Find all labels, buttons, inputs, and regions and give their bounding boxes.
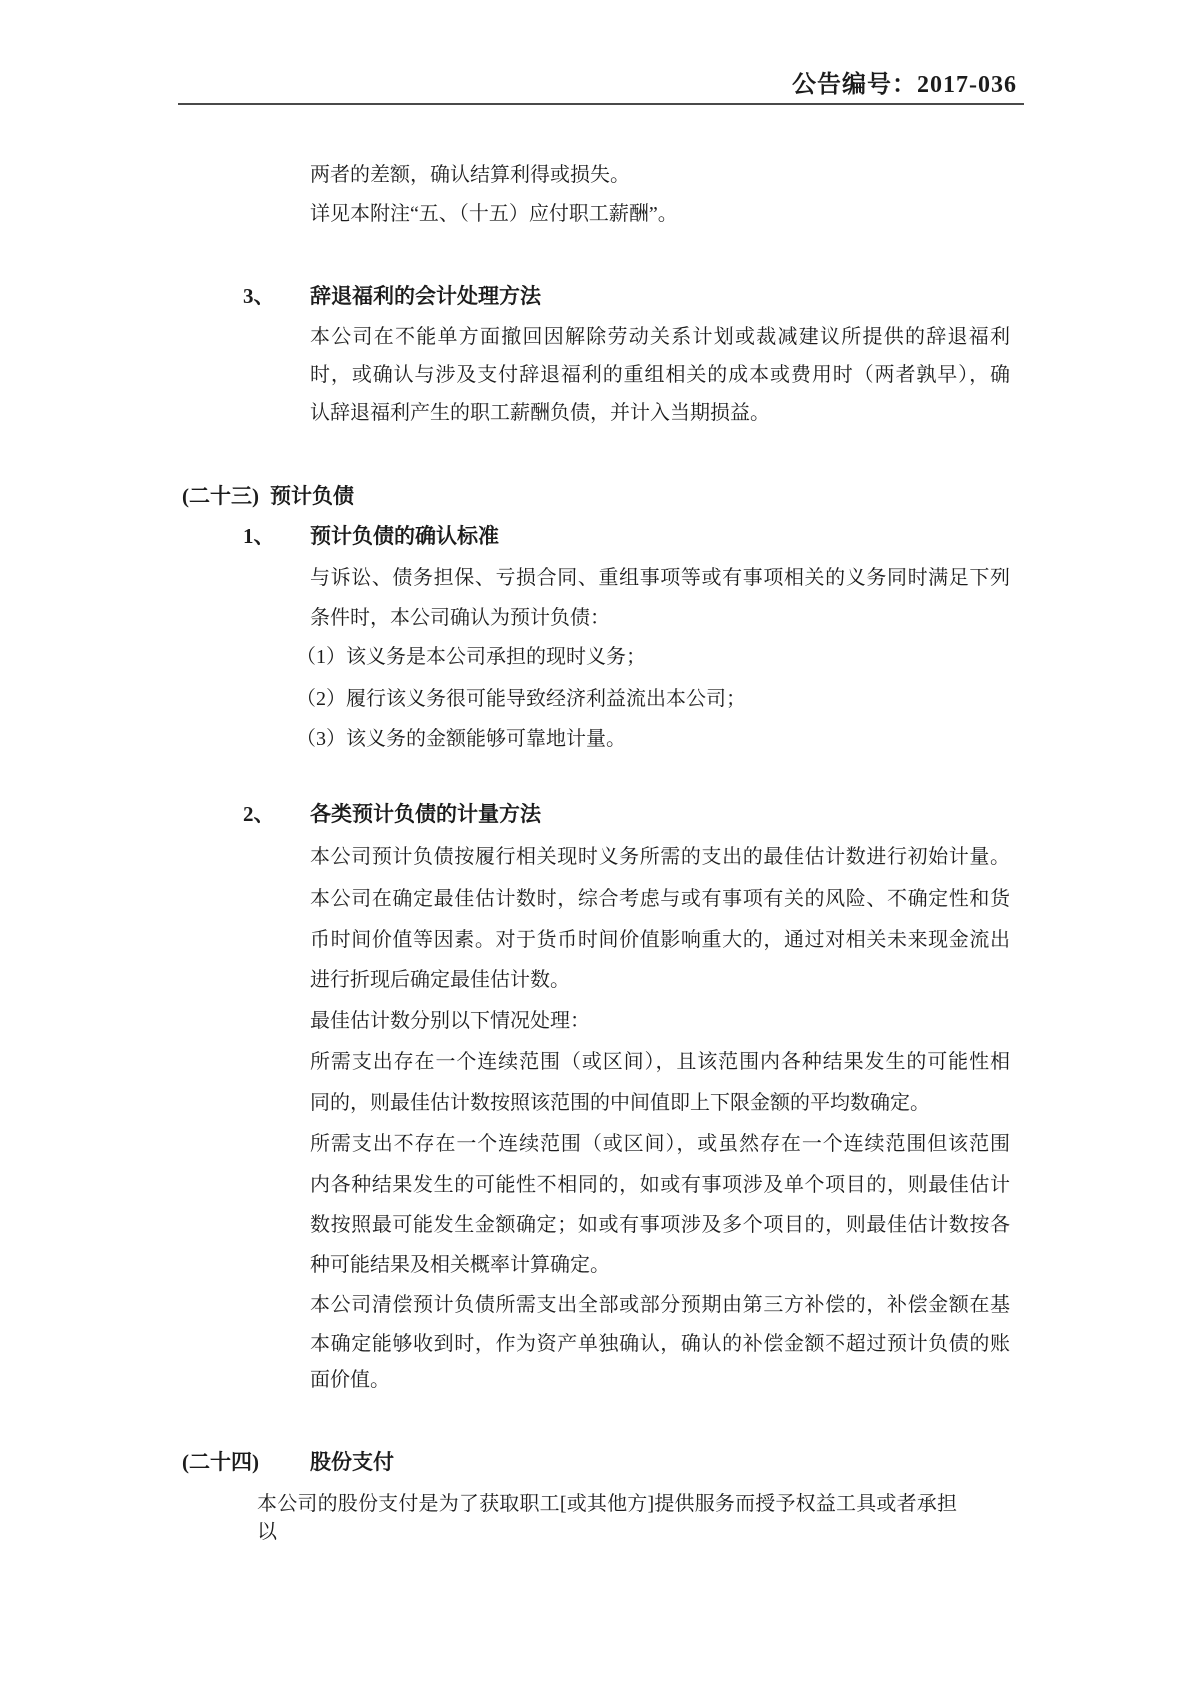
body-line: 认辞退福利产生的职工薪酬负债，并计入当期损益。 xyxy=(310,402,770,424)
section-title: 预计负债 xyxy=(270,484,354,508)
body-line: 数按照最可能发生金额确定；如或有事项涉及多个项目的，则最佳估计数按各 xyxy=(310,1214,1010,1236)
body-line: 最佳估计数分别以下情况处理： xyxy=(310,1010,590,1032)
section-label: (二十四) xyxy=(182,1450,259,1474)
heading-title: 各类预计负债的计量方法 xyxy=(310,802,541,826)
body-line: 进行折现后确定最佳估计数。 xyxy=(310,969,570,991)
body-line: （2）履行该义务很可能导致经济利益流出本公司； xyxy=(296,688,746,710)
body-line: 面价值。 xyxy=(310,1369,390,1391)
notice-number: 公告编号：2017-036 xyxy=(792,72,1017,98)
body-line: 时，或确认与涉及支付辞退福利的重组相关的成本或费用时（两者孰早），确 xyxy=(310,364,1010,386)
body-line: 两者的差额，确认结算利得或损失。 xyxy=(310,164,630,186)
body-line: 与诉讼、债务担保、亏损合同、重组事项等或有事项相关的义务同时满足下列 xyxy=(310,567,1010,589)
body-line: 同的，则最佳估计数按照该范围的中间值即上下限金额的平均数确定。 xyxy=(310,1092,930,1114)
body-line: 本公司预计负债按履行相关现时义务所需的支出的最佳估计数进行初始计量。 xyxy=(310,846,1010,868)
heading-title: 预计负债的确认标准 xyxy=(310,524,499,548)
body-line: 本确定能够收到时，作为资产单独确认，确认的补偿金额不超过预计负债的账 xyxy=(310,1333,1010,1355)
body-line: 所需支出不存在一个连续范围（或区间），或虽然存在一个连续范围但该范围 xyxy=(310,1133,1010,1155)
body-line: 本公司在不能单方面撤回因解除劳动关系计划或裁减建议所提供的辞退福利 xyxy=(310,326,1010,348)
body-line: （1）该义务是本公司承担的现时义务； xyxy=(296,646,646,668)
section-label: (二十三) xyxy=(182,484,259,508)
body-line: 详见本附注“五、（十五）应付职工薪酬”。 xyxy=(310,203,678,225)
body-line: 种可能结果及相关概率计算确定。 xyxy=(310,1254,610,1276)
body-line: 币时间价值等因素。对于货币时间价值影响重大的，通过对相关未来现金流出 xyxy=(310,929,1010,951)
body-line: 条件时，本公司确认为预计负债： xyxy=(310,607,610,629)
body-line: （3）该义务的金额能够可靠地计量。 xyxy=(296,728,626,750)
header-rule xyxy=(178,103,1024,105)
section-title: 股份支付 xyxy=(310,1450,394,1474)
body-line: 内各种结果发生的可能性不相同的，如或有事项涉及单个项目的，则最佳估计 xyxy=(310,1174,1010,1196)
body-line: 本公司清偿预计负债所需支出全部或部分预期由第三方补偿的，补偿金额在基 xyxy=(310,1294,1010,1316)
body-line: 所需支出存在一个连续范围（或区间），且该范围内各种结果发生的可能性相 xyxy=(310,1051,1010,1073)
heading-number: 3、 xyxy=(243,284,275,308)
heading-number: 1、 xyxy=(243,524,275,548)
body-line: 本公司在确定最佳估计数时，综合考虑与或有事项有关的风险、不确定性和货 xyxy=(310,888,1010,910)
heading-number: 2、 xyxy=(243,802,275,826)
heading-title: 辞退福利的会计处理方法 xyxy=(310,284,541,308)
body-line: 本公司的股份支付是为了获取职工[或其他方]提供服务而授予权益工具或者承担以 xyxy=(257,1493,957,1543)
